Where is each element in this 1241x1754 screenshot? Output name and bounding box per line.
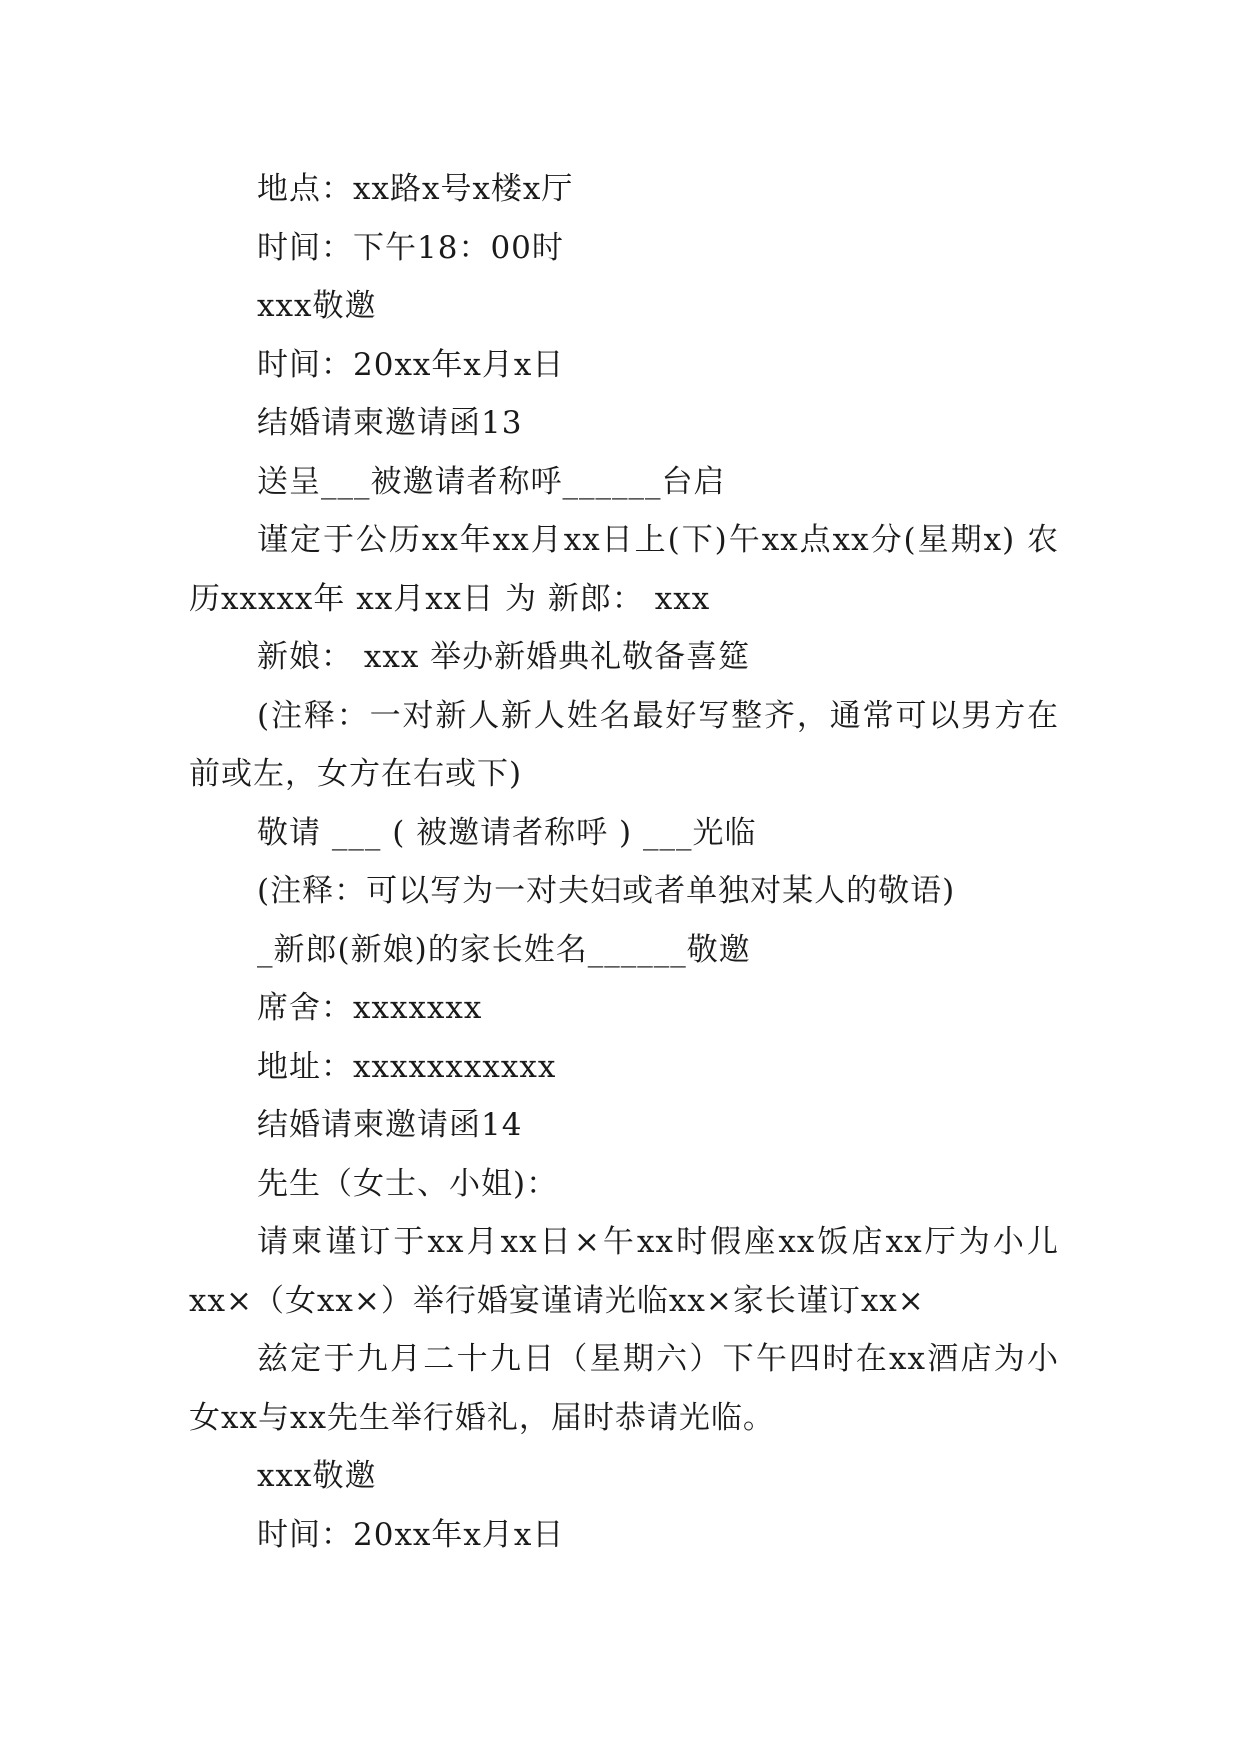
paragraph-signature: xxx敬邀	[257, 288, 377, 324]
paragraph-venue: 席舍：xxxxxxx	[257, 990, 483, 1026]
paragraph-addressee: 送呈___被邀请者称呼______台启	[257, 463, 726, 500]
paragraph-note-honorific: (注释：可以写为一对夫妇或者单独对某人的敬语)	[257, 873, 956, 909]
document-body	[189, 160, 1059, 1564]
paragraph-invite: 敬请 ___ ( 被邀请者称呼 ) ___光临	[257, 814, 757, 851]
paragraph-note-names: (注释：一对新人新人姓名最好写整齐，通常可以男方在前或左，女方在右或下)	[189, 697, 1059, 792]
paragraph-signature-2: xxx敬邀	[257, 1458, 377, 1494]
section-heading-14: 结婚请柬邀请函14	[257, 1107, 523, 1143]
paragraph-wedding-notice: 兹定于九月二十九日（星期六）下午四时在xx酒店为小女xx与xx先生举行婚礼，届时恭请光临。	[189, 1341, 1059, 1436]
paragraph-bride: 新娘： xxx 举办新婚典礼敬备喜筵	[257, 639, 751, 675]
paragraph-ceremony-date: 谨定于公历xx年xx月xx日上(下)午xx点xx分(星期x) 农历xxxxx年 xx月xx日 为 新郎： xxx	[189, 522, 1059, 617]
paragraph-banquet-invite: 请柬谨订于xx月xx日×午xx时假座xx饭店xx厅为小儿xx×（女xx×）举行婚宴谨请光临xx×家长谨订xx×	[189, 1224, 1059, 1319]
paragraph-salutation: 先生（女士、小姐)：	[257, 1165, 559, 1202]
paragraph-location: 地点：xx路x号x楼x厅	[257, 171, 574, 207]
section-heading-13: 结婚请柬邀请函13	[257, 405, 523, 441]
paragraph-parents: _新郎(新娘)的家长姓名______敬邀	[257, 931, 751, 968]
paragraph-time: 时间：下午18：00时	[257, 229, 564, 266]
paragraph-address: 地址：xxxxxxxxxxx	[257, 1048, 557, 1085]
paragraph-date: 时间：20xx年x月x日	[257, 346, 565, 383]
paragraph-date-2: 时间：20xx年x月x日	[257, 1516, 565, 1553]
